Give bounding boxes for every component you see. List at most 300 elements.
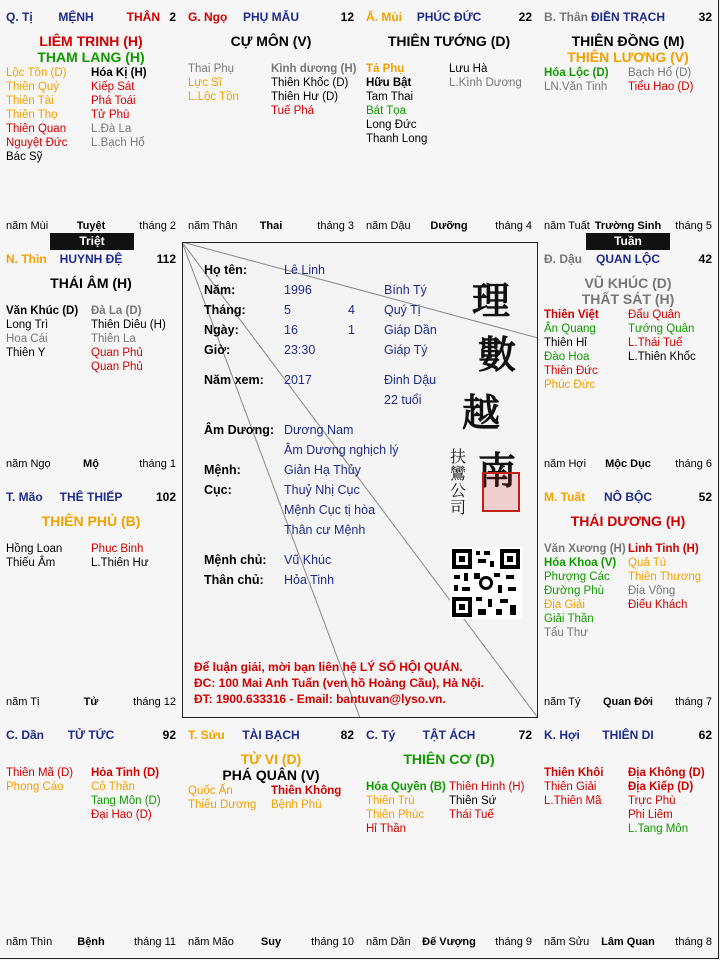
month-lunar-wrap [348, 303, 355, 317]
palace-life-stage: Suy [260, 936, 282, 948]
menh-value-wrap [284, 463, 361, 477]
palace-name: THÊ THIẾP [59, 490, 123, 504]
palace-age-number: 92 [162, 728, 176, 742]
minor-star: Thiên Giải [544, 781, 597, 793]
palace-life-stage: Tuyệt [76, 220, 106, 232]
auxiliary-stars-left [366, 780, 446, 836]
palace-branch: N. Thìn [6, 252, 47, 266]
menhchu-label-wrap [204, 553, 267, 567]
palace-year: năm Dậu [366, 220, 411, 232]
minor-star: Địa Giải [544, 599, 585, 611]
palace-age-number: 62 [698, 728, 712, 742]
day-value-wrap [284, 323, 298, 337]
month-lunar: 4 [348, 303, 355, 317]
minor-star: Văn Khúc (D) [6, 305, 79, 317]
palace-name: NÔ BỘC [604, 490, 652, 504]
palace-name: MỆNH [58, 10, 94, 24]
day-cc-wrap [384, 323, 437, 337]
auxiliary-stars-left [544, 766, 603, 808]
minor-star: Lưu Hà [449, 63, 488, 75]
palace-footer [6, 220, 176, 234]
palace-header [544, 490, 712, 506]
palace-cell-than[interactable] [538, 0, 718, 242]
palace-cell-suu[interactable] [182, 718, 360, 958]
minor-star: Đại Hao (D) [91, 809, 152, 821]
minor-star: Hóa Khoa (V) [544, 557, 617, 569]
minor-star: Thái Tuế [449, 809, 494, 821]
minor-star: Hỉ Thần [366, 823, 407, 835]
palace-footer [366, 936, 532, 950]
auxiliary-stars-right [449, 780, 524, 822]
auxiliary-stars-right [91, 766, 161, 822]
palace-life-stage: Đế Vượng [422, 936, 476, 948]
palace-branch: C. Dần [6, 728, 45, 742]
minor-star: Thiên Hỉ [544, 337, 587, 349]
palace-age-number: 82 [340, 728, 354, 742]
main-star: THẤT SÁT (H) [581, 291, 675, 307]
minor-star: Thiên Tài [6, 95, 54, 107]
palace-age-number: 112 [156, 252, 176, 266]
minor-star: Thiên Đức [544, 365, 598, 377]
main-star: LIÊM TRINH (H) [39, 33, 143, 49]
palace-year: năm Mùi [6, 220, 49, 232]
minor-star: L.Thiên Hư [91, 557, 149, 569]
minor-star: Kình dương (H) [271, 63, 357, 75]
palace-header [6, 490, 176, 506]
minor-star: Thiên Khốc (D) [271, 77, 349, 89]
amduong-label-wrap [204, 423, 274, 437]
palace-year: năm Hợi [544, 458, 587, 470]
cuc-label-wrap [204, 483, 232, 497]
cuc3-wrap [284, 523, 365, 537]
palace-footer [188, 220, 354, 234]
month-cc-wrap [384, 303, 421, 317]
qr-code-graphic [450, 547, 522, 619]
auxiliary-stars-right [271, 784, 341, 812]
minor-star: L.Thiên Khốc [628, 351, 696, 363]
cuc-value-wrap [284, 483, 360, 497]
palace-month: tháng 6 [675, 458, 712, 470]
minor-star: Địa Không (D) [628, 767, 705, 779]
palace-branch: Q. Tị [6, 10, 33, 24]
minor-star: Đà La (D) [91, 305, 142, 317]
palace-year: năm Tị [6, 696, 40, 708]
palace-branch: B. Thân [544, 10, 588, 24]
main-star: THAM LANG (H) [37, 49, 145, 65]
minor-star: Thiên Hư (D) [271, 91, 339, 103]
palace-cell-dan[interactable] [0, 718, 182, 958]
palace-footer [544, 220, 712, 234]
minor-star: L.Tang Môn [628, 823, 689, 835]
auxiliary-stars-right [91, 542, 149, 570]
palace-footer [6, 696, 176, 710]
menh-label: Mệnh: [204, 463, 241, 477]
amduong2-wrap [284, 443, 399, 457]
minor-star: L.Kình Dương [449, 77, 522, 89]
hour-canchi: Giáp Tý [384, 343, 428, 357]
view-year-value: 2017 [284, 373, 312, 387]
palace-month: tháng 11 [133, 936, 176, 948]
day-lunar: 1 [348, 323, 355, 337]
auxiliary-stars-right [91, 66, 147, 150]
minor-star: Giải Thần [544, 613, 594, 625]
main-star: THÁI DƯƠNG (H) [570, 513, 686, 529]
minor-star: Thiên Việt [544, 309, 599, 321]
minor-star: Phong Cáo [6, 781, 64, 793]
minor-star: Thiên Mã (D) [6, 767, 74, 779]
main-star: THIÊN PHỦ (B) [41, 513, 141, 529]
minor-star: Lộc Tồn (D) [6, 67, 67, 79]
cuc-value: Thuỷ Nhị Cục [284, 483, 360, 497]
tuan-badge: Tuần [586, 233, 670, 250]
than-position: Thân cư Mệnh [284, 523, 366, 537]
palace-age-number: 52 [698, 490, 712, 504]
minor-star: Tướng Quân [628, 323, 695, 335]
triet-badge: Triệt [50, 233, 134, 250]
palace-header [6, 10, 176, 26]
palace-name: TẬT ÁCH [422, 728, 476, 742]
contact-line-2: ĐC: 100 Mai Anh Tuấn (ven hồ Hoàng Cầu), Hà Nội. [194, 676, 485, 690]
minor-star: Hóa Kị (H) [91, 67, 147, 79]
name-value: Lê Linh [284, 263, 326, 277]
minor-star: L.Lộc Tồn [188, 91, 239, 103]
minor-star: Quả Tú [628, 557, 667, 569]
auxiliary-stars-right [628, 308, 696, 364]
minor-star: Hoa Cái [6, 333, 48, 345]
small-calligraphy: 扶鸞公司 [450, 447, 467, 517]
palace-header [6, 252, 176, 268]
than-marker: THÂN [126, 10, 160, 24]
palace-month: tháng 12 [133, 696, 176, 708]
palace-cell-mao[interactable] [0, 480, 182, 718]
view-cc-wrap [384, 373, 436, 387]
minor-star: Thiên Thọ [6, 109, 58, 121]
palace-age-number: 2 [169, 10, 176, 24]
minor-star: Phượng Các [544, 571, 610, 583]
month-label-wrap [204, 303, 246, 317]
minor-star: Thiên Trù [366, 795, 415, 807]
minor-star: Thai Phụ [188, 63, 235, 75]
palace-header [544, 10, 712, 26]
qr-code-icon [450, 547, 522, 619]
view-label-wrap [204, 373, 264, 387]
auxiliary-stars-right [628, 66, 693, 94]
info-name-value [284, 263, 325, 277]
hour-label: Giờ: [204, 343, 231, 357]
auxiliary-stars-right [628, 766, 705, 836]
minor-star: Quan Phủ [91, 347, 143, 359]
minor-star: L.Thiên Mã [544, 795, 602, 807]
palace-year: năm Mão [188, 936, 234, 948]
palace-header [366, 10, 532, 26]
palace-age-number: 72 [518, 728, 532, 742]
auxiliary-stars-left [6, 304, 78, 360]
auxiliary-stars-left [544, 308, 599, 392]
menh-label-wrap [204, 463, 241, 477]
palace-age-number: 22 [518, 10, 532, 24]
minor-star: Long Đức [366, 119, 417, 131]
palace-life-stage: Mộ [83, 458, 99, 470]
cuc-relation: Mệnh Cục tị hòa [284, 503, 376, 517]
palace-month: tháng 8 [675, 936, 712, 948]
thanchu-label-wrap [204, 573, 264, 587]
minor-star: Kiếp Sát [91, 81, 135, 93]
palace-name: TỬ TỨC [67, 728, 115, 742]
center-info-panel [182, 242, 538, 718]
minor-star: Đường Phù [544, 585, 604, 597]
year-label-wrap [204, 283, 235, 297]
amduong-value-wrap [284, 423, 353, 437]
minor-star: Đào Hoa [544, 351, 590, 363]
palace-footer [544, 458, 712, 472]
auxiliary-stars-left [6, 766, 73, 794]
auxiliary-stars-left [544, 542, 626, 640]
minor-star: Phá Toái [91, 95, 136, 107]
minor-star: Bạch Hổ (D) [628, 67, 692, 79]
palace-header [544, 252, 712, 268]
name-label: Họ tên: [204, 263, 248, 277]
thanchu-value: Hỏa Tinh [284, 573, 335, 587]
palace-year: năm Tý [544, 696, 581, 708]
minor-star: Bác Sỹ [6, 151, 43, 163]
main-star: TỬ VI (D) [240, 751, 302, 767]
minor-star: Thiên Hình (H) [449, 781, 525, 793]
month-value: 5 [284, 303, 291, 317]
calligraphy-char-1: 理 [472, 278, 511, 323]
palace-cell-dau[interactable] [538, 242, 718, 480]
minor-star: Thiên Diêu (H) [91, 319, 166, 331]
palace-month: tháng 4 [495, 220, 532, 232]
palace-name: TÀI BẠCH [242, 728, 300, 742]
palace-branch: Ấ. Mùi [366, 10, 402, 24]
day-lunar-wrap [348, 323, 355, 337]
auxiliary-stars-right [91, 304, 166, 374]
palace-cell-hoi[interactable] [538, 718, 718, 958]
palace-life-stage: Trường Sinh [594, 220, 662, 232]
minor-star: Thiên Y [6, 347, 46, 359]
minor-star: Thiên La [91, 333, 136, 345]
age-wrap [384, 393, 422, 407]
palace-year: năm Tuất [544, 220, 590, 232]
palace-life-stage: Thai [259, 220, 283, 232]
palace-age-number: 42 [698, 252, 712, 266]
auxiliary-stars-left [544, 66, 609, 94]
minor-star: Thiên Thương [628, 571, 702, 583]
minor-star: Đẩu Quân [628, 309, 681, 321]
palace-header [366, 728, 532, 744]
month-value-wrap [284, 303, 291, 317]
palace-branch: K. Hợi [544, 728, 580, 742]
minor-star: Nguyệt Đức [6, 137, 68, 149]
palace-branch: Đ. Dậu [544, 252, 583, 266]
palace-branch: M. Tuất [544, 490, 586, 504]
year-value-wrap [284, 283, 312, 297]
minor-star: Thiên Phúc [366, 809, 425, 821]
minor-star: Lực Sĩ [188, 77, 222, 89]
palace-year: năm Sửu [544, 936, 590, 948]
minor-star: Long Trì [6, 319, 49, 331]
main-star: THÁI ÂM (H) [50, 275, 132, 291]
red-seal-icon [482, 472, 520, 512]
minor-star: Phục Binh [91, 543, 144, 555]
main-star: THIÊN CƠ (D) [403, 751, 495, 767]
palace-header [6, 728, 176, 744]
minor-star: Thiên Quý [6, 81, 60, 93]
palace-footer [366, 220, 532, 234]
palace-month: tháng 1 [139, 458, 176, 470]
main-star: VŨ KHÚC (D) [584, 275, 672, 291]
minor-star: L.Thái Tuế [628, 337, 683, 349]
minor-star: Thiên Sứ [449, 795, 497, 807]
main-star: PHÁ QUÂN (V) [222, 767, 320, 783]
calligraphy-char-2: 數 [478, 332, 517, 377]
main-star: THIÊN ĐỒNG (M) [571, 33, 685, 49]
amduong-value: Dương Nam [284, 423, 354, 437]
minor-star: Hỏa Tinh (D) [91, 767, 160, 779]
palace-name: ĐIỀN TRẠCH [591, 10, 665, 24]
palace-cell-thin[interactable] [0, 242, 182, 480]
palace-month: tháng 2 [139, 220, 176, 232]
calligraphy-char-3: 越 [462, 390, 501, 435]
palace-year: năm Thìn [6, 936, 53, 948]
info-name-row [204, 263, 247, 277]
minor-star: Địa Võng [628, 585, 676, 597]
minor-star: Thiếu Dương [188, 799, 257, 811]
day-canchi: Giáp Dần [384, 323, 437, 337]
minor-star: Tuế Phá [271, 105, 315, 117]
calligraphy-char-4: 南 [478, 448, 517, 493]
minor-star: Điếu Khách [628, 599, 688, 611]
palace-cell-tuat[interactable] [538, 480, 718, 718]
palace-month: tháng 7 [675, 696, 712, 708]
minor-star: Thiếu Âm [6, 557, 56, 569]
minor-star: Văn Xương (H) [544, 543, 626, 555]
minor-star: Cô Thần [91, 781, 135, 793]
palace-name: HUYNH ĐỆ [59, 252, 123, 266]
hour-value-wrap [284, 343, 315, 357]
palace-footer [544, 936, 712, 950]
menhchu-value-wrap [284, 553, 331, 567]
palace-footer [188, 936, 354, 950]
palace-name: PHÚC ĐỨC [416, 10, 482, 24]
palace-life-stage: Bệnh [77, 936, 105, 948]
minor-star: Hồng Loan [6, 543, 63, 555]
day-value: 16 [284, 323, 298, 337]
main-star: CỰ MÔN (V) [230, 33, 312, 49]
palace-year: năm Dần [366, 936, 411, 948]
minor-star: LN.Văn Tinh [544, 81, 608, 93]
palace-name: QUAN LỘC [596, 252, 660, 266]
minor-star: Trực Phù [628, 795, 676, 807]
day-label: Ngày: [204, 323, 239, 337]
minor-star: Quan Phủ [91, 361, 143, 373]
minor-star: Thanh Long [366, 133, 428, 145]
contact-line-3[interactable]: ĐT: 1900.633316 - Email: bantuvan@lyso.vn. [194, 692, 446, 706]
cuc2-wrap [284, 503, 375, 517]
minor-star: Thiên Quan [6, 123, 67, 135]
auxiliary-stars-left [188, 62, 239, 104]
day-label-wrap [204, 323, 239, 337]
year-label: Năm: [204, 283, 236, 297]
palace-footer [544, 696, 712, 710]
minor-star: Phi Liêm [628, 809, 673, 821]
palace-cell-ty[interactable] [360, 718, 538, 958]
palace-age-number: 102 [155, 490, 176, 504]
minor-star: Tả Phụ [366, 63, 405, 75]
auxiliary-stars-left [366, 62, 427, 146]
minor-star: Địa Kiếp (D) [628, 781, 694, 793]
minor-star: Hữu Bật [366, 77, 412, 89]
year-cc-wrap [384, 283, 427, 297]
auxiliary-stars-left [6, 66, 67, 164]
palace-life-stage: Mộc Dục [605, 458, 651, 470]
hour-cc-wrap [384, 343, 428, 357]
palace-footer [6, 458, 176, 472]
palace-name: PHỤ MẪU [243, 10, 299, 24]
palace-cell-ngo[interactable] [182, 0, 360, 242]
palace-month: tháng 9 [495, 936, 532, 948]
amduong-relation: Âm Dương nghịch lý [284, 443, 399, 457]
thanchu-label: Thân chủ: [204, 573, 264, 587]
palace-branch: C. Tý [366, 728, 396, 742]
palace-branch: T. Sửu [188, 728, 225, 742]
age-value: 22 tuổi [384, 393, 422, 407]
palace-age-number: 32 [698, 10, 712, 24]
auxiliary-stars-left [188, 784, 256, 812]
year-value: 1996 [284, 283, 312, 297]
palace-header [188, 10, 354, 26]
palace-month: tháng 5 [675, 220, 712, 232]
palace-cell-ti[interactable] [0, 0, 182, 242]
palace-name: THIÊN DI [602, 728, 654, 742]
month-canchi: Quý Tị [384, 303, 421, 317]
minor-star: Bát Tọa [366, 105, 407, 117]
view-year-canchi: Đinh Dậu [384, 373, 437, 387]
main-star: THIÊN LƯƠNG (V) [567, 49, 689, 65]
auxiliary-stars-left [6, 542, 62, 570]
minor-star: Tam Thai [366, 91, 414, 103]
minor-star: Tiểu Hao (D) [628, 81, 694, 93]
minor-star: Hóa Lộc (D) [544, 67, 609, 79]
menhchu-value: Vũ Khúc [284, 553, 332, 567]
minor-star: Tang Môn (D) [91, 795, 161, 807]
palace-life-stage: Tử [83, 696, 99, 708]
palace-month: tháng 3 [317, 220, 354, 232]
palace-year: năm Ngọ [6, 458, 51, 470]
minor-star: Bệnh Phù [271, 799, 322, 811]
contact-line-1: Để luận giải, mời bạn liên hệ LÝ SỐ HỘI QUÁN. [194, 660, 463, 674]
minor-star: Hóa Quyền (B) [366, 781, 446, 793]
palace-header [544, 728, 712, 744]
menhchu-label: Mệnh chủ: [204, 553, 267, 567]
palace-life-stage: Quan Đới [603, 696, 653, 708]
amduong-label: Âm Dương: [204, 423, 275, 437]
auxiliary-stars-right [271, 62, 356, 118]
menh-value: Giản Hạ Thủy [284, 463, 361, 477]
palace-life-stage: Lâm Quan [601, 936, 655, 948]
year-canchi: Bính Tý [384, 283, 427, 297]
palace-header [188, 728, 354, 744]
view-value-wrap [284, 373, 312, 387]
palace-month: tháng 10 [311, 936, 354, 948]
cuc-label: Cục: [204, 483, 232, 497]
palace-age-number: 12 [340, 10, 354, 24]
palace-footer [6, 936, 176, 950]
palace-year: năm Thân [188, 220, 238, 232]
palace-branch: T. Mão [6, 490, 43, 504]
palace-branch: G. Ngọ [188, 10, 228, 24]
palace-cell-mui[interactable] [360, 0, 538, 242]
